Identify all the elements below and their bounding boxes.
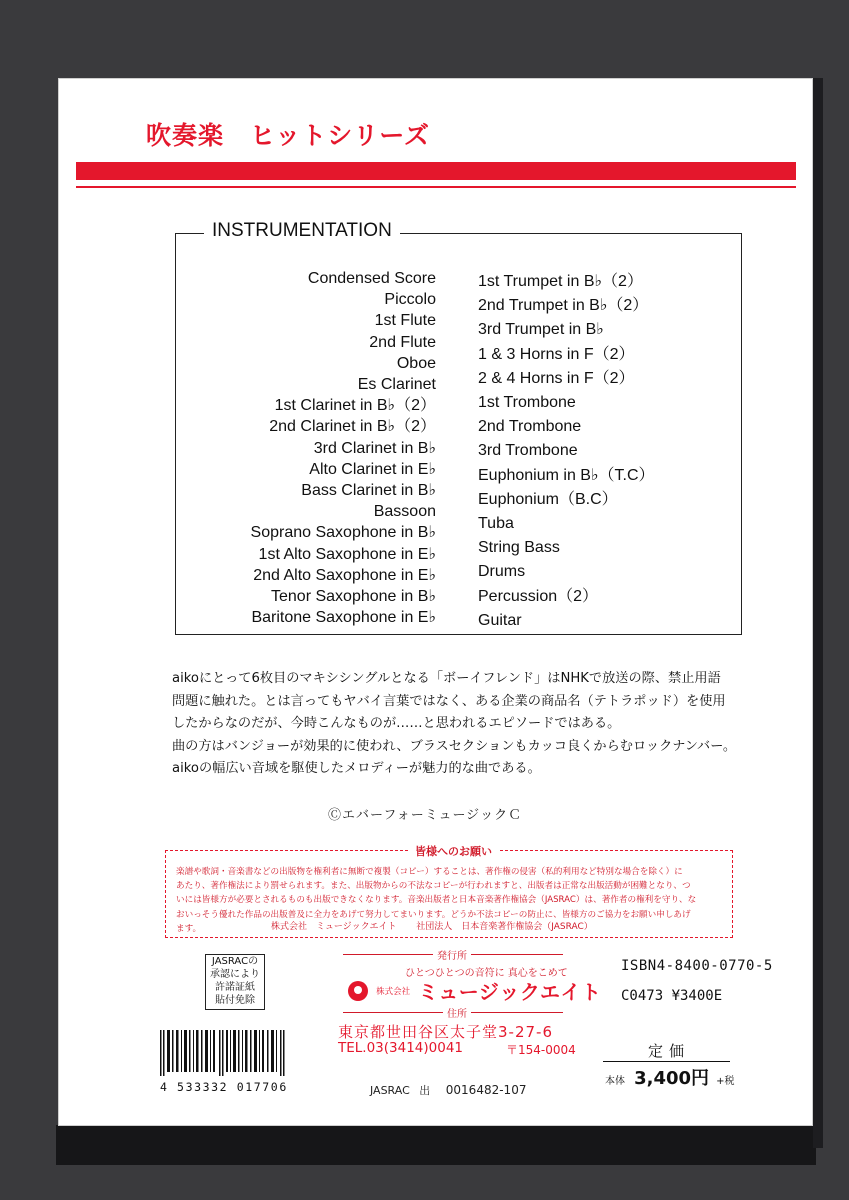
notice-title: 皆様へのお願い: [409, 843, 498, 859]
instrument-item: 1st Clarinet in B♭（2）: [274, 397, 436, 415]
back-cover: [58, 78, 813, 1126]
notice-footer-publisher: 株式会社 ミュージックエイト: [271, 922, 397, 932]
copyright-notice-box: [165, 845, 733, 938]
instrument-item: Percussion（2）: [478, 587, 599, 605]
address-label: 住所: [443, 1005, 471, 1020]
instrument-item: String Bass: [478, 539, 560, 557]
publisher-tel: TEL.03(3414)0041: [338, 1040, 464, 1056]
instrument-item: Euphonium in B♭（T.C）: [478, 466, 655, 484]
red-header-line: [76, 186, 796, 188]
instrument-item: 2nd Clarinet in B♭（2）: [269, 418, 436, 436]
right-edge: [813, 78, 823, 1148]
instrument-item: 3rd Trumpet in B♭: [478, 321, 604, 339]
notice-footer-association: 社団法人 日本音楽著作権協会（JASRAC）: [416, 922, 593, 932]
instrument-item: 2nd Trombone: [478, 418, 582, 436]
price-prefix: 本体: [605, 1076, 625, 1087]
instrument-item: 2nd Trumpet in B♭（2）: [478, 297, 649, 315]
instrument-item: 3rd Clarinet in B♭: [313, 439, 436, 457]
jasrac-stamp-line: 許諾証紙: [215, 982, 255, 993]
instrument-item: 2 & 4 Horns in F（2）: [478, 369, 635, 387]
instrument-item: 1st Alto Saxophone in E♭: [258, 545, 436, 563]
instrumentation-box: [175, 220, 742, 635]
instrument-list-right: [478, 270, 655, 633]
price-rule: [603, 1061, 730, 1062]
description-line: したからなのだが、今時こんなものが……と思われるエピソードではある。: [172, 716, 621, 731]
instrument-list-left: [251, 268, 436, 628]
copyright-line: ⒸエバーフォーミュージックＣ: [328, 808, 523, 823]
description-line: aikoの幅広い音域を駆使したメロディーが魅力的な曲である。: [172, 761, 541, 776]
notice-footer: [271, 919, 593, 932]
notice-line: いには皆様方が必要とされるものも出版できなくなります。音楽出版者と日本音楽著作権協会（JASRAC）は、著作者の権利を守り、な: [176, 895, 697, 906]
jasrac-code-label: JASRAC: [370, 1084, 410, 1097]
red-header-bar: [76, 162, 796, 180]
isbn: ISBN4-8400-0770-5: [621, 958, 773, 974]
description: [172, 668, 772, 781]
instrument-item: 2nd Flute: [369, 333, 436, 351]
instrument-item: Es Clarinet: [357, 376, 436, 394]
music-eight-logo-icon: [348, 981, 368, 1001]
price-row: [605, 1064, 735, 1090]
publisher-label: 発行所: [433, 947, 471, 962]
description-line: aikoにとって6枚目のマキシシングルとなる「ボーイフレンド」はNHKで放送の際、禁止用語: [172, 671, 721, 686]
description-line: 問題に触れた。とは言ってもヤバイ言葉ではなく、ある企業の商品名（テトラポッド）を使用: [172, 693, 726, 709]
series-title: 吹奏楽 ヒットシリーズ: [146, 121, 431, 150]
instrument-item: Alto Clarinet in E♭: [309, 460, 436, 478]
publisher-logo: [348, 976, 602, 1005]
shadow-strip: [56, 1125, 816, 1165]
jasrac-stamp-line: 貼付免除: [215, 995, 255, 1006]
instrumentation-heading: INSTRUMENTATION: [204, 220, 400, 242]
price-suffix: +税: [716, 1076, 735, 1087]
instrument-item: Bassoon: [373, 503, 436, 521]
price-label: 定価: [648, 1042, 691, 1060]
c-code: C0473 ¥3400E: [621, 988, 723, 1004]
jasrac-code-number: 0016482-107: [445, 1083, 527, 1097]
instrument-item: Euphonium（B.C）: [478, 490, 618, 508]
instrument-item: Oboe: [396, 354, 436, 372]
instrument-item: Soprano Saxophone in B♭: [250, 524, 436, 542]
notice-line: おいっそう優れた作品の出版普及に全力をあげて努力してまいります。どうか不法コピーの防止に、皆様方のご協力をお願い申しあげ: [176, 909, 691, 920]
instrument-item: Bass Clarinet in B♭: [301, 482, 436, 500]
instrument-item: 1 & 3 Horns in F（2）: [478, 345, 635, 363]
notice-line: 楽譜や歌詞・音楽書などの出版物を権利者に無断で複製（コピー）することは、著作権の侵害（私的利用など特別な場合を除く）に: [176, 867, 683, 877]
price-value: 3,400円: [634, 1068, 710, 1089]
jasrac-stamp-line: JASRACの: [211, 956, 259, 967]
instrument-item: Tenor Saxophone in B♭: [271, 588, 436, 606]
publisher-logo-name: ミュージックエイト: [418, 980, 602, 1004]
instrument-item: Baritone Saxophone in E♭: [251, 609, 436, 627]
jasrac-code-suffix: 出: [419, 1084, 431, 1097]
instrument-item: 2nd Alto Saxophone in E♭: [253, 566, 436, 584]
notice-line: あたり、著作権法により罰せられます。また、出版物からの不法なコピーが行われますと、出版者は正常な出版活動が困難となり、つ: [176, 881, 691, 892]
instrument-item: Drums: [478, 563, 526, 581]
instrument-item: 1st Trombone: [478, 394, 576, 412]
jasrac-stamp-line: 承認により: [210, 969, 260, 980]
publisher-logo-prefix: 株式会社: [376, 986, 411, 997]
publisher-zip: 〒154-0004: [506, 1043, 576, 1057]
instrument-item: Guitar: [478, 611, 522, 629]
instrument-item: 1st Flute: [374, 312, 436, 330]
barcode-number: 4 533332 017706: [160, 1080, 288, 1094]
instrument-item: 1st Trumpet in B♭（2）: [478, 273, 643, 290]
instrument-item: Condensed Score: [307, 270, 436, 287]
instrument-item: Tuba: [478, 515, 514, 533]
notice-line: ます。: [176, 923, 202, 934]
jasrac-code: [370, 1082, 532, 1098]
description-line: 曲の方はバンジョーが効果的に使われ、ブラスセクションもカッコ良くからむロックナンバー。: [172, 738, 737, 754]
barcode-icon: [158, 1030, 290, 1076]
instrument-item: Piccolo: [384, 291, 436, 309]
instrument-item: 3rd Trombone: [478, 442, 578, 460]
publisher-tagline: ひとつひとつの音符に 真心をこめて: [405, 968, 568, 979]
publisher-address: 東京都世田谷区太子堂3-27-6: [338, 1023, 554, 1041]
jasrac-stamp-box: [205, 954, 265, 1010]
